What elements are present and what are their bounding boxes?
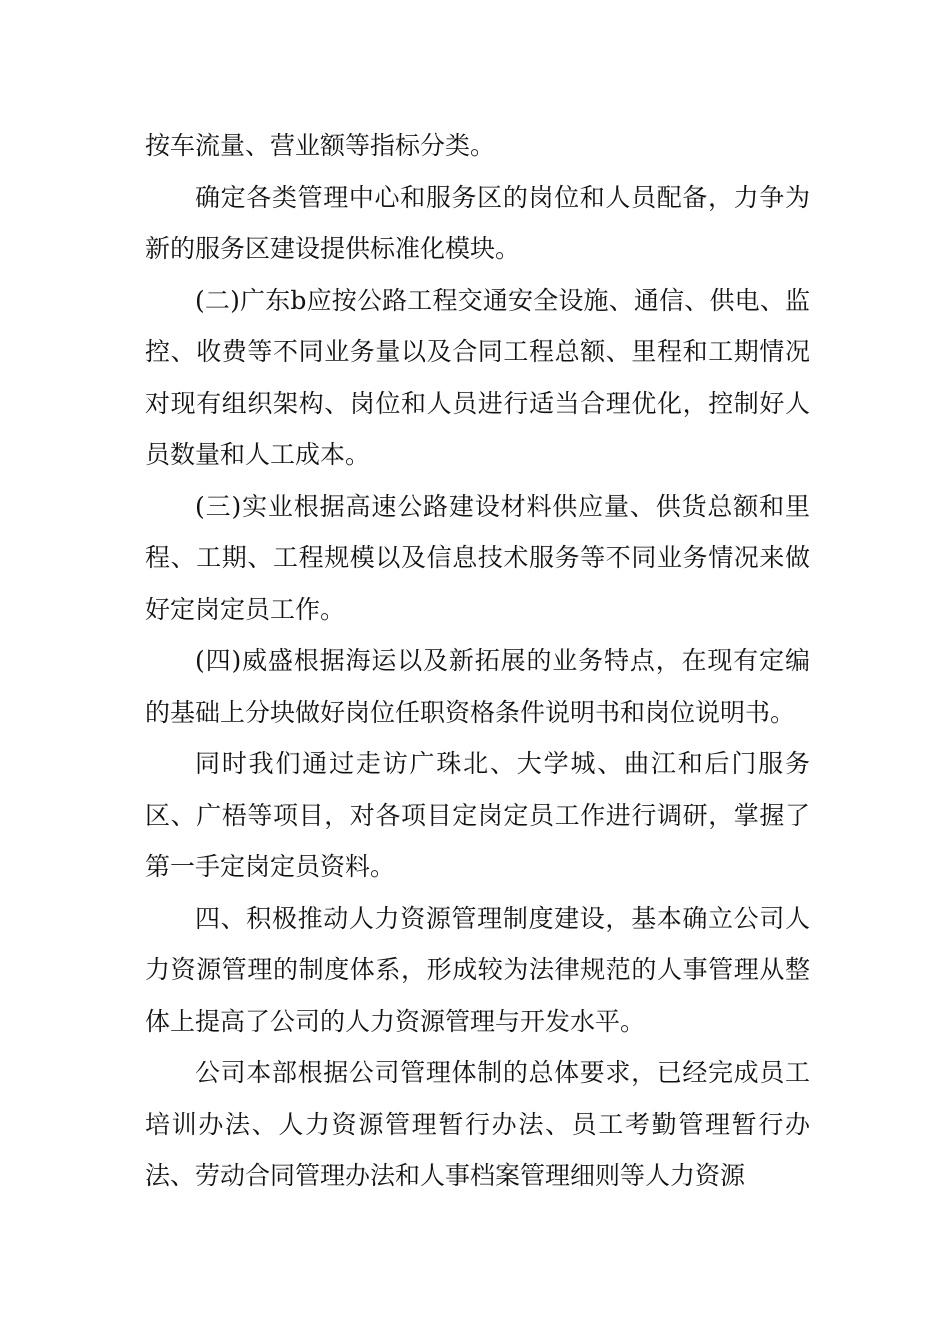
- paragraph-item-4: (四)威盛根据海运以及新拓展的业务特点，在现有定编的基础上分块做好岗位任职资格条件说明书和岗位说明书。: [145, 646, 810, 727]
- paragraph-item-3: (三)实业根据高速公路建设材料供应量、供货总额和里程、工期、工程规模以及信息技术服务等不同业务情况来做好定岗定员工作。: [145, 491, 810, 624]
- paragraph-survey: 同时我们通过走访广珠北、大学城、曲江和后门服务区、广梧等项目，对各项目定岗定员工作进行调研，掌握了第一手定岗定员资料。: [145, 749, 810, 881]
- paragraph-continuation: 按车流量、营业额等指标分类。: [145, 131, 496, 160]
- paragraph-section-4: 四、积极推动人力资源管理制度建设，基本确立公司人力资源管理的制度体系，形成较为法律规范的人事管理从整体上提高了公司的人力资源管理与开发水平。: [145, 903, 810, 1036]
- paragraph-regulations: 公司本部根据公司管理体制的总体要求，已经完成员工培训办法、人力资源管理暂行办法、员工考勤管理暂行办法、劳动合同管理办法和人事档案管理细则等人力资源: [145, 1058, 810, 1190]
- document-body: [145, 120, 810, 1202]
- paragraph-item-2: (二)广东b应按公路工程交通安全设施、通信、供电、监控、收费等不同业务量以及合同工程总额、里程和工期情况对现有组织架构、岗位和人员进行适当合理优化，控制好人员数量和人工成本。: [145, 285, 810, 469]
- paragraph-staffing: 确定各类管理中心和服务区的岗位和人员配备，力争为新的服务区建设提供标准化模块。: [145, 182, 810, 263]
